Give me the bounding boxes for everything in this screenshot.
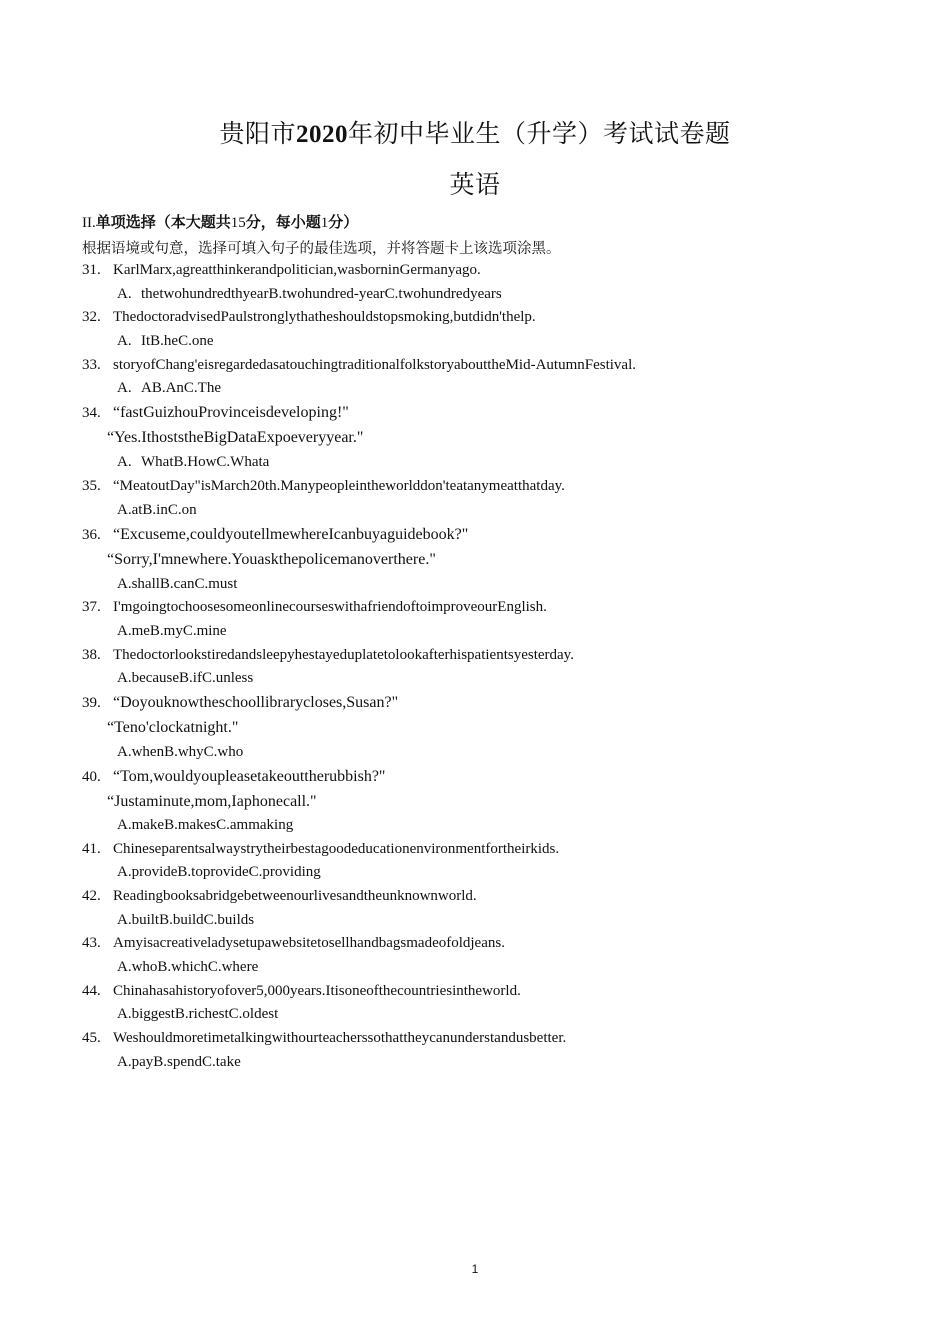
- section-score-each: 1: [320, 215, 329, 231]
- question-number: 44.: [82, 983, 101, 999]
- question-text: Readingbooksabridgebetweenourlivesandtheunknownworld.: [113, 888, 477, 904]
- question-number: 42.: [82, 888, 101, 904]
- question-36: [82, 526, 468, 544]
- question-44: [82, 983, 521, 1000]
- options-text: AB.AnC.The: [141, 380, 221, 396]
- question-34-reply: “Yes.IthoststheBigDataExpoeveryyear.": [107, 429, 364, 446]
- question-number: 33.: [82, 357, 101, 373]
- option-label: A.: [117, 454, 132, 470]
- question-33: [82, 357, 636, 374]
- question-39: [82, 694, 398, 712]
- section-instructions: 根据语境或句意，选择可填入句子的最佳选项，并将答题卡上该选项涂黑。: [82, 241, 561, 257]
- title-year: 2020: [296, 121, 348, 148]
- question-text: Chineseparentsalwaystrytheirbestagoodeducationenvironmentfortheirkids.: [113, 841, 560, 857]
- question-text: KarlMarx,agreatthinkerandpolitician,wasborninGermanyago.: [113, 262, 481, 278]
- question-text: “Excuseme,couldyoutellmewhereIcanbuyaguidebook?": [113, 526, 469, 543]
- question-number: 35.: [82, 478, 101, 494]
- section-heading-text: 单项选择（本大题共: [95, 213, 231, 231]
- options-text: ItB.heC.one: [141, 333, 214, 349]
- section-score-total: 15: [230, 215, 246, 231]
- question-36-reply: “Sorry,I'mnewhere.Youaskthepolicemanoverthere.": [107, 551, 436, 568]
- question-text: storyofChang'eisregardedasatouchingtraditionalfolkstoryabouttheMid-AutumnFestival.: [113, 357, 637, 373]
- question-34: [82, 404, 349, 422]
- question-38: [82, 647, 574, 664]
- question-37-options: A.meB.myC.mine: [117, 623, 227, 639]
- question-number: 36.: [82, 527, 101, 543]
- question-text: ThedoctoradvisedPaulstronglythatheshouldstopsmoking,butdidn'thelp.: [113, 309, 536, 325]
- title-suffix: 年初中毕业生（升学）考试试卷题: [348, 119, 731, 148]
- question-39-options: A.whenB.whyC.who: [117, 744, 244, 760]
- question-38-options: A.becauseB.ifC.unless: [117, 670, 254, 686]
- question-32-options: [117, 333, 214, 350]
- question-37: [82, 599, 547, 616]
- question-text: “Doyouknowtheschoollibrarycloses,Susan?": [113, 694, 399, 711]
- question-40: [82, 768, 385, 786]
- question-33-options: [117, 380, 221, 397]
- question-number: 45.: [82, 1030, 101, 1046]
- option-label: A.: [117, 333, 132, 349]
- question-number: 31.: [82, 262, 101, 278]
- section-number: II.: [82, 215, 96, 231]
- question-43: [82, 935, 505, 952]
- title-prefix: 贵阳市: [219, 119, 296, 148]
- question-32: [82, 309, 536, 326]
- section-heading-mid: 分，每小题: [245, 213, 321, 231]
- question-number: 38.: [82, 647, 101, 663]
- question-text: Thedoctorlookstiredandsleepyhestayeduplatetolookafterhispatientsyesterday.: [113, 647, 574, 663]
- question-number: 40.: [82, 769, 101, 785]
- question-41: [82, 841, 559, 858]
- question-text: “MeatoutDay"isMarch20th.Manypeopleintheworlddon'teatanymeatthatday.: [113, 478, 565, 494]
- question-45: [82, 1030, 566, 1047]
- option-label: A.: [117, 286, 132, 302]
- question-text: I'mgoingtochoosesomeonlinecourseswithafriendoftoimproveourEnglish.: [113, 599, 547, 615]
- question-number: 43.: [82, 935, 101, 951]
- question-text: “Tom,wouldyoupleasetakeouttherubbish?": [113, 768, 386, 785]
- subject-title: 英语: [449, 170, 501, 199]
- question-35-options: A.atB.inC.on: [117, 502, 197, 518]
- question-text: Weshouldmoretimetalkingwithourteacherssothattheycanunderstandusbetter.: [113, 1030, 567, 1046]
- question-40-reply: “Justaminute,mom,Iaphonecall.": [107, 793, 317, 810]
- question-42-options: A.builtB.buildC.builds: [117, 912, 255, 928]
- question-text: Amyisacreativeladysetupawebsitetosellhandbagsmadeofoldjeans.: [113, 935, 505, 951]
- question-41-options: A.provideB.toprovideC.providing: [117, 864, 321, 880]
- option-label: A.: [117, 380, 132, 396]
- question-number: 32.: [82, 309, 101, 325]
- page-number: 1: [471, 1262, 479, 1276]
- options-text: WhatB.HowC.Whata: [141, 454, 270, 470]
- question-34-options: [117, 454, 269, 471]
- options-text: thetwohundredthyearB.twohundred-yearC.twohundredyears: [141, 286, 502, 302]
- question-number: 37.: [82, 599, 101, 615]
- question-text: “fastGuizhouProvinceisdeveloping!": [113, 404, 349, 421]
- question-44-options: A.biggestB.richestC.oldest: [117, 1006, 279, 1022]
- question-42: [82, 888, 477, 905]
- question-43-options: A.whoB.whichC.where: [117, 959, 259, 975]
- page-title: [0, 114, 950, 150]
- question-number: 34.: [82, 405, 101, 421]
- question-45-options: A.payB.spendC.take: [117, 1054, 241, 1070]
- question-36-options: A.shallB.canC.must: [117, 576, 238, 592]
- section-heading-end: 分）: [328, 213, 359, 231]
- question-39-reply: “Teno'clockatnight.": [107, 719, 239, 736]
- question-text: Chinahasahistoryofover5,000years.Itisoneofthecountriesintheworld.: [113, 983, 521, 999]
- question-number: 39.: [82, 695, 101, 711]
- question-31: [82, 262, 481, 279]
- question-31-options: [117, 286, 502, 303]
- question-40-options: A.makeB.makesC.ammaking: [117, 817, 294, 833]
- section-heading: [82, 211, 358, 232]
- question-35: [82, 478, 565, 495]
- question-number: 41.: [82, 841, 101, 857]
